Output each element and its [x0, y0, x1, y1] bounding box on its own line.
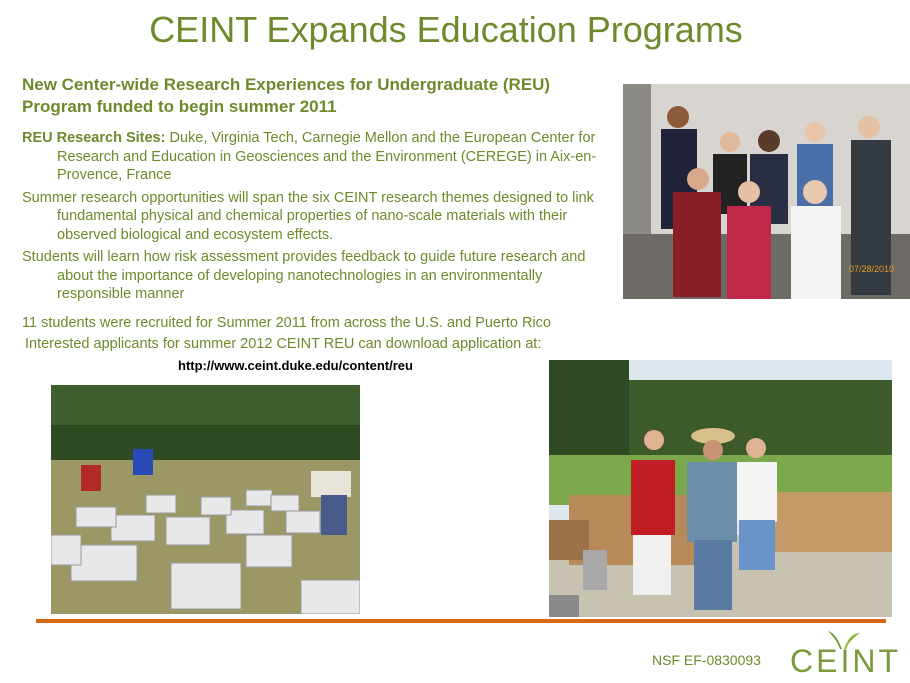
ceint-logo [790, 627, 901, 679]
grant-number: NSF EF-0830093 [652, 652, 761, 668]
bullet-research-sites [22, 129, 612, 185]
application-link[interactable]: http://www.ceint.duke.edu/content/reu [178, 358, 413, 373]
divider-rule [36, 619, 886, 623]
field-photo [51, 385, 360, 614]
bullet-label: REU Research Sites: [22, 130, 166, 146]
page-title: CEINT Expands Education Programs [149, 9, 743, 50]
applicants-text: Interested applicants for summer 2012 CEINT REU can download application at: [25, 336, 542, 352]
bullet-risk-assessment [22, 248, 612, 304]
bullet-research-themes [22, 189, 612, 245]
bullet-text: Summer research opportunities will span the six CEINT research themes designed to link fundamental physical and chemical properties of nano-scale materials with their observed biological and ecosystem effects. [22, 189, 594, 243]
subtitle: New Center-wide Research Experiences for Undergraduate (REU) Program funded to begin summer 2011 [22, 75, 551, 116]
photo-date-stamp: 07/28/2010 [849, 264, 895, 274]
logo-text: CEINT [790, 643, 901, 679]
recruited-text: 11 students were recruited for Summer 2011 from across the U.S. and Puerto Rico [22, 315, 551, 331]
bullet-text: Duke, Virginia Tech, Carnegie Mellon and the European Center for Research and Education in Geosciences and the Environment (CEREGE) in Aix-en-Provence, France [57, 130, 597, 183]
bullet-list [22, 129, 612, 308]
group-photo [623, 84, 910, 299]
bullet-text: Students will learn how risk assessment provides feedback to guide future research and about the importance of developing nanotechnologies in an environmentally responsible manner [22, 249, 586, 302]
garden-photo [549, 360, 892, 617]
